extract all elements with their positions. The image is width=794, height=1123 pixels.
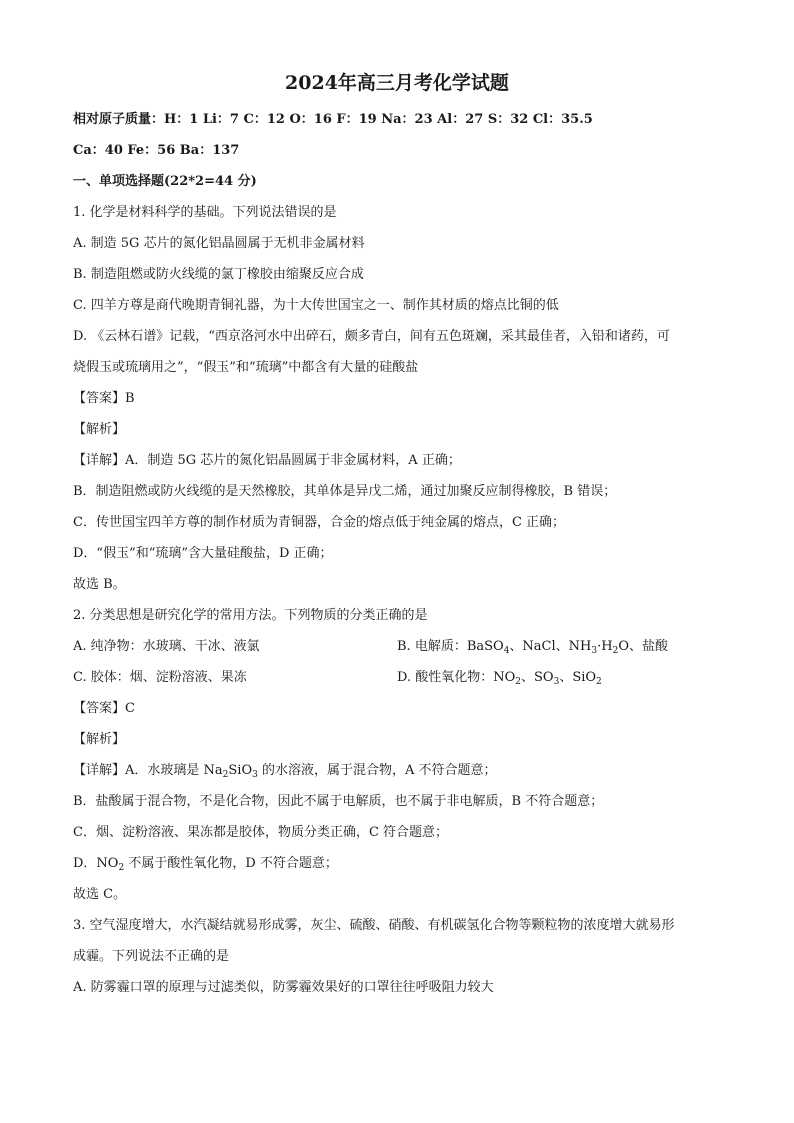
q1-analysis-label: 【解析】 [73, 422, 126, 437]
q1-detail-b: B．制造阻燃或防火线缆的是天然橡胶，其单体是异戊二烯，通过加聚反应制得橡胶，B 错误； [73, 484, 617, 499]
q1-option-c: C. 四羊方尊是商代晚期青铜礼器，为十大传世国宝之一、制作其材质的熔点比铜的低 [73, 298, 559, 313]
q2-detail-b: B．盐酸属于混合物，不是化合物，因此不属于电解质，也不属于非电解质，B 不符合题意； [73, 794, 604, 809]
q1-detail-c: C．传世国宝四羊方尊的制作材质为青铜器，合金的熔点低于纯金属的熔点，C 正确； [73, 515, 566, 530]
q2-analysis-label: 【解析】 [73, 732, 126, 747]
q3-stem-line2: 成霾。下列说法不正确的是 [73, 949, 230, 964]
q2-conclusion: 故选 C。 [73, 887, 127, 902]
page-title: 2024年高三月考化学试题 [285, 72, 509, 94]
q3-stem-line1: 3. 空气湿度增大，水汽凝结就易形成雾，灰尘、硫酸、硝酸、有机碳氢化合物等颗粒物的浓度增大就易形 [73, 918, 675, 933]
q1-option-d-line2: 烧假玉或琉璃用之”，“假玉”和“琉璃”中都含有大量的硅酸盐 [73, 360, 419, 375]
atomic-mass-line-1: 相对原子质量：H：1 Li：7 C：12 O：16 F：19 Na：23 Al：27 S：32 Cl：35.5 [73, 112, 593, 127]
q1-option-b: B. 制造阻燃或防火线缆的氯丁橡胶由缩聚反应合成 [73, 267, 364, 282]
q2-detail-d: D．$NO_2$ 不属于酸性氧化物，D 不符合题意； [73, 856, 338, 873]
q1-detail-d: D．“假玉”和“琉璃”含大量硅酸盐，D 正确； [73, 546, 333, 561]
q1-option-a: A. 制造 5G 芯片的氮化铝晶圆属于无机非金属材料 [73, 236, 365, 251]
q1-option-d-line1: D. 《云林石谱》记载，“西京洛河水中出碎石，颇多青白，间有五色斑斓，采其最佳者，入铅和诸药，可 [73, 329, 670, 344]
q1-detail-a: 【详解】A．制造 5G 芯片的氮化铝晶圆属于非金属材料，A 正确； [73, 453, 461, 468]
section-heading: 一、单项选择题(22*2=44 分) [73, 174, 257, 189]
q2-option-c: C. 胶体：烟、淀粉溶液、果冻 [73, 670, 247, 685]
q3-option-a: A. 防雾霾口罩的原理与过滤类似，防雾霾效果好的口罩往往呼吸阻力较大 [73, 980, 494, 995]
q1-answer: 【答案】B [73, 391, 135, 406]
q1-stem: 1. 化学是材料科学的基础。下列说法错误的是 [73, 205, 337, 220]
q2-detail-c: C．烟、淀粉溶液、果冻都是胶体，物质分类正确，C 符合题意； [73, 825, 449, 840]
q2-option-a: A. 纯净物：水玻璃、干冰、液氯 [73, 639, 260, 654]
q1-conclusion: 故选 B。 [73, 577, 126, 592]
q2-option-d: D. 酸性氧化物：$NO_2$、$SO_3$、SiO$_2$ [397, 670, 602, 687]
q2-option-b: B. 电解质：BaSO$_4$、NaCl、$NH_3\cdot H_2O$、盐酸 [397, 639, 668, 656]
q2-stem: 2. 分类思想是研究化学的常用方法。下列物质的分类正确的是 [73, 608, 428, 623]
q2-detail-a: 【详解】A．水玻璃是 $Na_2SiO_3$ 的水溶液，属于混合物，A 不符合题意； [73, 763, 497, 780]
q2-answer: 【答案】C [73, 701, 135, 716]
atomic-mass-line-2: Ca：40 Fe：56 Ba：137 [73, 143, 240, 158]
